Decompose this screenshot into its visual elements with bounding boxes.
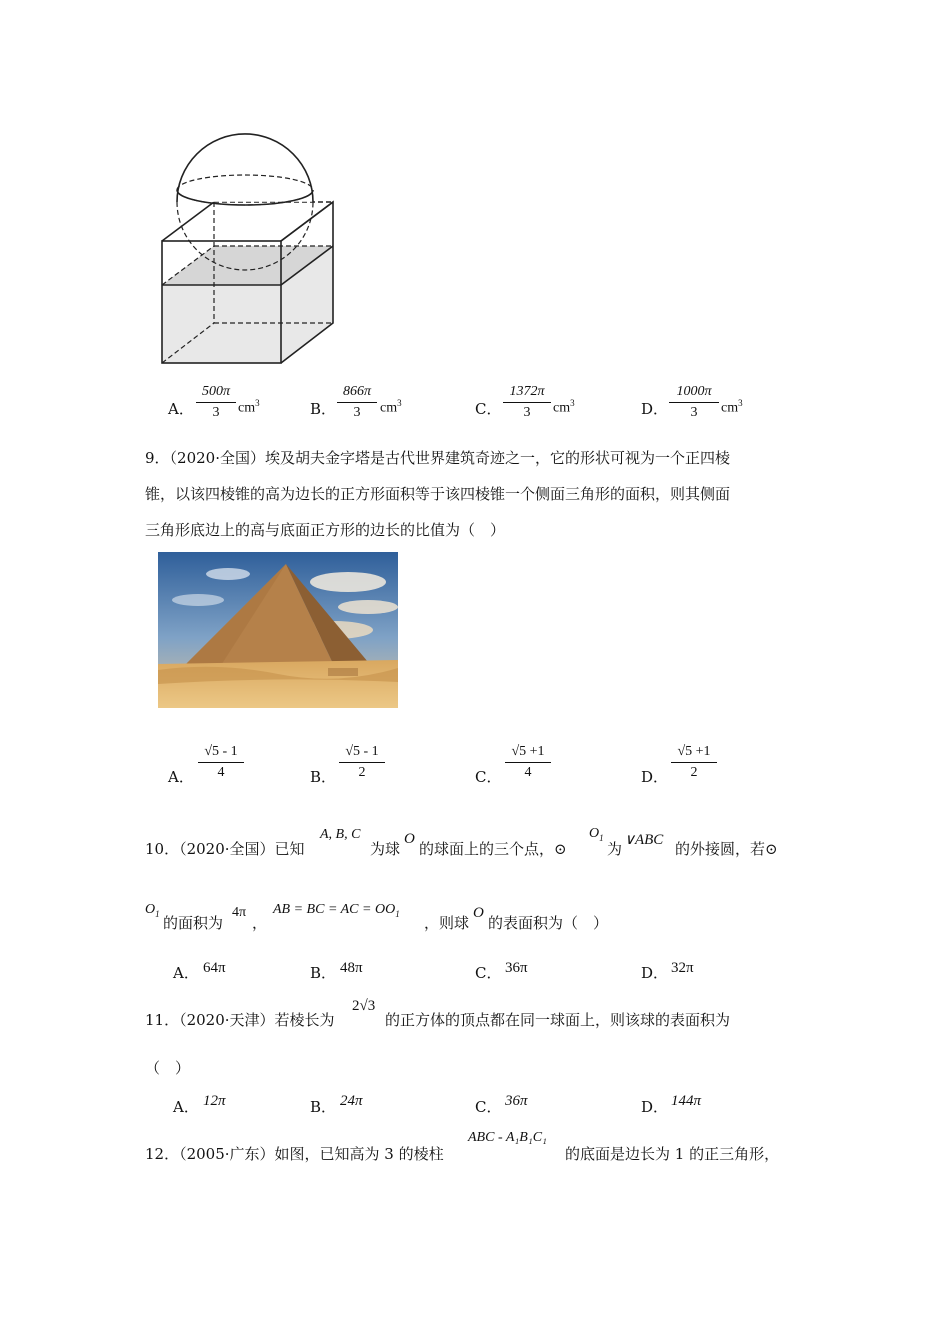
q8-option-d-fraction: 1000π 3 — [669, 383, 719, 422]
q10-option-a-value: 64π — [203, 960, 226, 976]
q9-option-c-letter[interactable]: C． — [475, 768, 502, 786]
q8-option-b-unit: $cm^3$ — [380, 398, 402, 416]
q11-option-d-letter[interactable]: D． — [641, 1098, 669, 1116]
q10-option-d-value: 32π — [671, 960, 694, 976]
q11-option-d-value: 144π — [671, 1093, 702, 1109]
q9-line-1: 9．（2020·全国）埃及胡夫金字塔是古代世界建筑奇迹之一，它的形状可视为一个正四棱 — [145, 449, 730, 467]
q10-option-b-value: 48π — [340, 960, 363, 976]
q10-option-a-letter[interactable]: A． — [173, 964, 199, 982]
q11-option-b-value: 24π — [340, 1093, 363, 1109]
q9-line-3: 三角形底边上的高与底面正方形的边长的比值为（ ） — [145, 521, 506, 539]
q11-option-a-value: 12π — [203, 1093, 226, 1109]
q8-option-c-letter[interactable]: C． — [475, 400, 502, 418]
q8-option-a-unit: $cm^3$ — [238, 398, 260, 416]
q9-line-2: 锥，以该四棱锥的高为边长的正方形面积等于该四棱锥一个侧面三角形的面积，则其侧面 — [145, 485, 731, 503]
sphere-cube-figure — [150, 118, 350, 370]
q8-option-a-letter[interactable]: A． — [168, 400, 194, 418]
q8-option-c-fraction: 1372π 3 — [503, 383, 551, 422]
q9-option-c-fraction: √5 +1 4 — [505, 743, 551, 782]
q9-option-a-fraction: √5 - 1 4 — [198, 743, 244, 782]
q8-option-a-fraction: 500π 3 — [196, 383, 236, 422]
q10-option-d-letter[interactable]: D． — [641, 964, 669, 982]
q11-option-c-value: 36π — [505, 1093, 528, 1109]
q9-option-b-fraction: √5 - 1 2 — [339, 743, 385, 782]
q8-option-d-letter[interactable]: D． — [641, 400, 669, 418]
q8-option-b-letter[interactable]: B． — [310, 400, 337, 418]
pyramid-photo — [158, 552, 398, 708]
q9-option-d-letter[interactable]: D． — [641, 768, 669, 786]
q11-option-a-letter[interactable]: A． — [173, 1098, 199, 1116]
q9-option-d-fraction: √5 +1 2 — [671, 743, 717, 782]
q10-option-c-letter[interactable]: C． — [475, 964, 502, 982]
q11-answer-paren: （ ） — [145, 1059, 191, 1077]
q9-option-b-letter[interactable]: B． — [310, 768, 337, 786]
q8-option-c-unit: $cm^3$ — [553, 398, 575, 416]
q11-option-c-letter[interactable]: C． — [475, 1098, 502, 1116]
q8-option-d-unit: $cm^3$ — [721, 398, 743, 416]
q10-option-b-letter[interactable]: B． — [310, 964, 337, 982]
q9-option-a-letter[interactable]: A． — [168, 768, 194, 786]
q11-option-b-letter[interactable]: B． — [310, 1098, 337, 1116]
q10-option-c-value: 36π — [505, 960, 528, 976]
q8-option-b-fraction: 866π 3 — [337, 383, 377, 422]
